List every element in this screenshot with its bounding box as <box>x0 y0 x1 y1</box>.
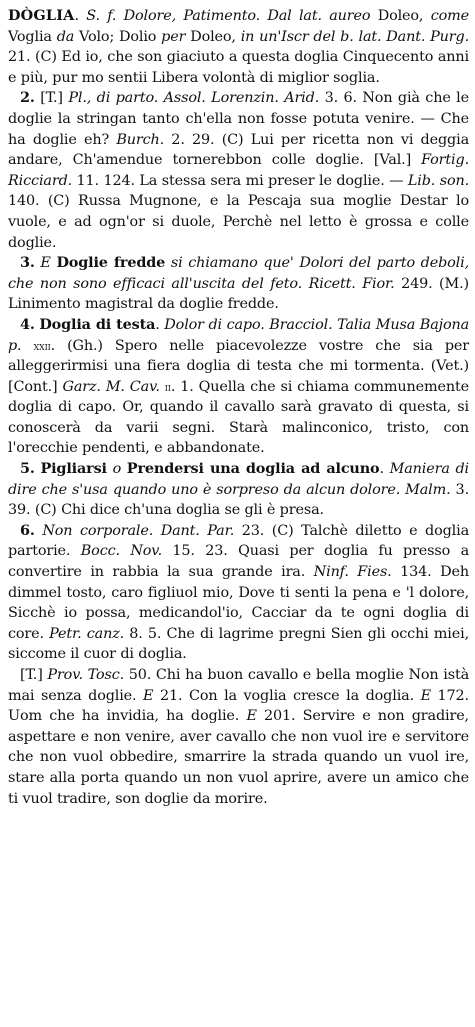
entry-text-run: 4. <box>20 315 35 333</box>
entry-text-run: 140. (C) Russa Mugnone, e la Pescaja sua moglie Destar lo vuole, e ad ogn'or si duole, Perchè nel letto è grossa e colle doglie. <box>8 193 469 251</box>
entry-text-run: [T.] <box>20 667 48 683</box>
entry-text-run: E <box>143 687 154 704</box>
entry-text-run: [T.] <box>34 90 69 107</box>
entry-text-run: . (Gh.) Spero nelle piacevolezze vostre che sia per alleggerirmisi una fiera doglia di testa che mi tormenta. (Vet.) [Cont.] <box>8 337 469 395</box>
entry-text-run: 2. 29. (C) Lui per ricetta non vi deggia andare, Ch'amendue tornerebbon colle doglie. [Val.] <box>8 131 469 169</box>
entry-text-run: 172. Uom che ha invidia, ha doglie. <box>8 687 469 725</box>
entry-text-run: 249. (M.) Linimento magistral da doglie fredde. <box>8 275 469 313</box>
entry-text-run: Doglia di testa <box>39 315 156 333</box>
entry-text-run: Petr. canz. <box>49 625 125 642</box>
entry-text-run: come <box>430 8 469 24</box>
entry-text-run: 134. Deh dimmel tosto, caro figliuol mio, Dove ti senti la pena e 'l dolore, Sicchè io possa, medicandol'io, Cacciar da te ogni doglia di core. <box>8 564 469 642</box>
entry-sense-5 <box>8 459 469 521</box>
entry-text-run: o <box>112 461 122 478</box>
entry-text-run: Ninf. Fies. <box>313 564 392 581</box>
entry-text-run: Maniera di dire che s'usa quando uno è sorpreso da alcun dolore. Malm. <box>8 461 469 498</box>
entry-proverbs <box>8 665 469 809</box>
entry-text-run: Pl., di parto. Assol. Lorenzin. Arid. <box>68 90 320 107</box>
entry-text-run: . 1. Quella che si chiama communemente doglia di capo. Or, quando il cavallo sarà gravato di questa, si conoscerà da varii segni. Starà malinconico, tristo, con l'orecchie pendenti, e abbandonate. <box>8 378 469 457</box>
entry-text-run: per <box>161 28 186 45</box>
entry-text-run: Dolor di capo. Bracciol. Talia Musa Bajona p. <box>8 316 470 354</box>
entry-text-run: 3. 39. (C) Chi dice ch'una doglia se gli è presa. <box>8 481 469 519</box>
entry-text-run: 11. 124. La stessa sera mi preser le doglie. — <box>72 172 408 189</box>
entry-text-run: in un'Iscr del b. lat. Dant. Purg. <box>240 28 469 45</box>
entry-text-run: DÒGLIA <box>8 7 75 24</box>
entry-text-run: 3. <box>20 254 35 272</box>
entry-text-run: S. f. Dolore, Patimento. Dal lat. aureo <box>86 8 371 24</box>
entry-text-run: Prendersi una doglia ad alcuno <box>126 460 380 478</box>
entry-text-run: 21. (C) Ed io, che son giaciuto a questa doglia Cinquecento anni e più, pur mo sentii Libera volontà di miglior soglia. <box>8 49 469 86</box>
entry-text-run: si chiamano que' Dolori del parto deboli, che non sono efficaci all'uscita del feto. Ricett. Fior. <box>8 255 469 292</box>
entry-text-run: xxii <box>33 338 51 353</box>
entry-text-run: 21. Con la voglia cresce la doglia. <box>153 687 421 704</box>
entry-text-run: 15. 23. Quasi per doglia fu presso a convertire in rabbia la sua grande ira. <box>8 543 469 581</box>
entry-text-run: Burch. <box>116 131 165 148</box>
entry-text-run: Doleo, <box>370 8 431 24</box>
entry-text-run: Voglia <box>8 28 57 45</box>
entry-text-run: Doglie fredde <box>56 254 166 272</box>
entry-text-run: 8. 5. Che di lagrime pregni Sien gli occhi miei, siccome il cuor di doglia. <box>8 625 470 663</box>
entry-text-run: 6. <box>20 521 35 539</box>
entry-text-run: Garz. M. Cav. <box>62 378 160 395</box>
entry-text-run: da <box>56 28 75 45</box>
entry-text-run: 3. 6. Non già che le doglie la stringan tanto ch'ella non fosse potuta venire. — Che ha doglie eh? <box>8 90 469 148</box>
entry-text-run: . <box>155 316 165 333</box>
entry-text-run: 5. <box>20 460 35 478</box>
entry-text-run: Pigliarsi <box>40 460 107 478</box>
entry-text-run: E <box>420 687 431 704</box>
entry-sense-4 <box>8 315 469 459</box>
entry-text-run: Doleo, <box>185 28 241 45</box>
entry-text-run: E <box>40 255 51 272</box>
entry-text-run: Volo; Dolio <box>74 28 162 45</box>
entry-text-run: 23. (C) Talchè diletto e doglia partorie. <box>8 522 469 560</box>
entry-text-run: Fortig. Ricciard. <box>8 152 469 189</box>
entry-lemma <box>8 6 469 88</box>
entry-text-run: 2. <box>20 89 35 107</box>
entry-sense-3 <box>8 253 469 315</box>
entry-text-run: 201. Servire e non gradire, aspettare e non venire, aver cavallo che non vuol ire e servitore che non vuol obbedire, smarrire la strada quando un vuol ire, stare alla porta quando un non vuol aprire, avere un amico che ti vuol tradire, son doglie da morire. <box>8 708 469 807</box>
entry-text-run: Non corporale. Dant. Par. <box>42 522 235 539</box>
entry-text-run: ii <box>164 379 171 394</box>
entry-text-run: Lib. son. <box>407 172 469 189</box>
entry-text-run: Bocc. Nov. <box>80 543 162 560</box>
entry-sense-6 <box>8 521 469 665</box>
entry-sense-2 <box>8 88 469 253</box>
entry-text-run: Prov. Tosc. <box>47 667 125 683</box>
entry-text-run: . <box>74 8 87 24</box>
entry-text-run: E <box>246 708 257 725</box>
entry-text-run: 50. Chi ha buon cavallo e bella moglie Non istà mai senza doglie. <box>8 667 470 704</box>
entry-text-run <box>22 338 34 354</box>
entry-text-run: . <box>379 461 390 478</box>
